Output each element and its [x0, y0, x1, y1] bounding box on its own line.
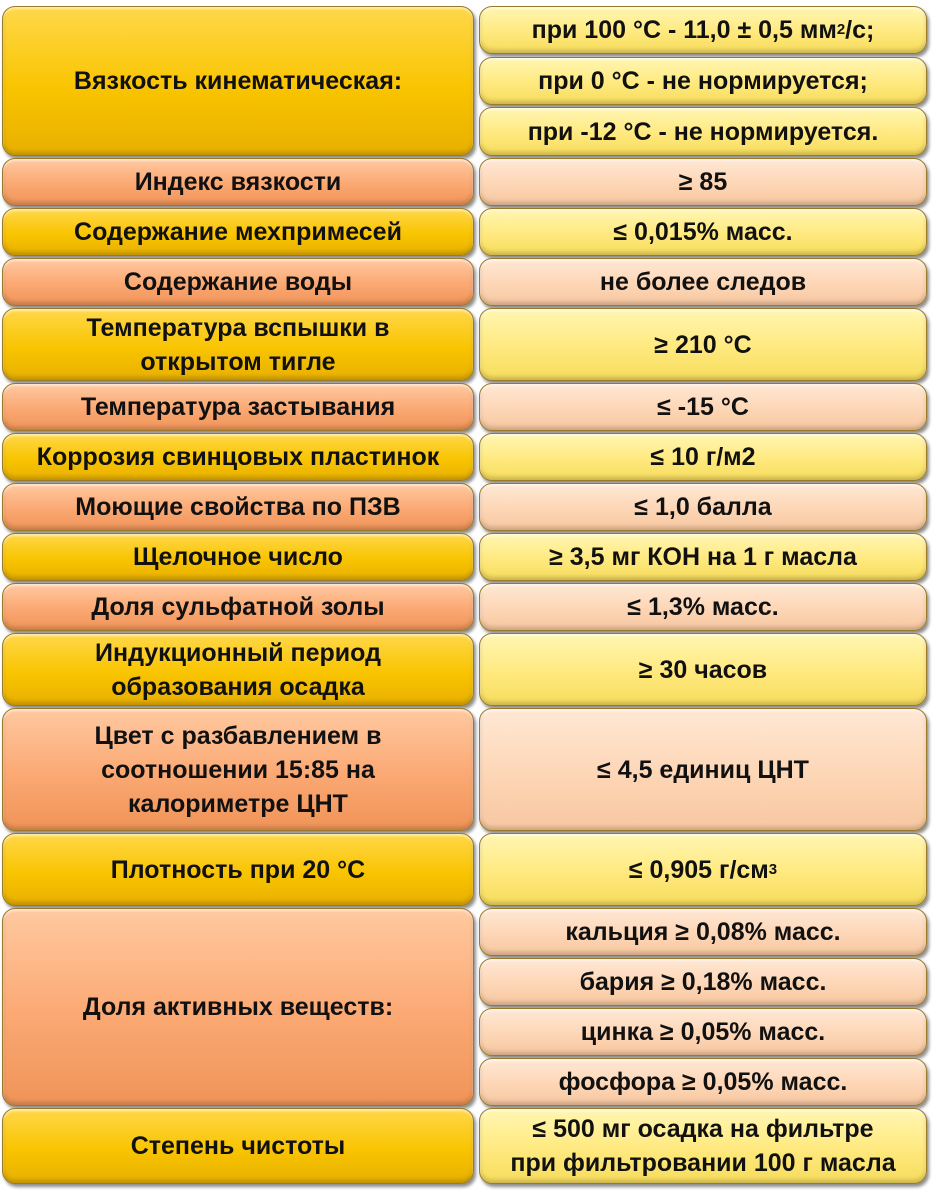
value-cell: ≥ 30 часов [479, 633, 927, 706]
value-cell: бария ≥ 0,18% масс. [479, 958, 927, 1006]
param-cell: Доля сульфатной золы [2, 583, 474, 631]
param-cell: Цвет с разбавлением в соотношении 15:85 на калориметре ЦНТ [2, 708, 474, 831]
param-cell: Вязкость кинематическая: [2, 6, 474, 156]
value-text: ≤ 0,905 г/см [628, 855, 769, 884]
param-cell: Плотность при 20 °С [2, 833, 474, 906]
value-cell: при -12 °С - не нормируется. [479, 107, 927, 156]
value-cell: ≤ 10 г/м2 [479, 433, 927, 481]
param-cell: Температура вспышки в открытом тигле [2, 308, 474, 381]
value-cell: ≤ 500 мг осадка на фильтре при фильтровании 100 г масла [479, 1108, 927, 1184]
value-cell: ≤ 4,5 единиц ЦНТ [479, 708, 927, 831]
param-cell: Щелочное число [2, 533, 474, 581]
value-cell: ≤ 0,905 г/см 3 [479, 833, 927, 906]
value-cell: ≥ 210 °С [479, 308, 927, 381]
value-text: при 100 °С - 11,0 ± 0,5 мм [531, 16, 837, 44]
value-cell: фосфора ≥ 0,05% масс. [479, 1058, 927, 1106]
value-cell: при 0 °С - не нормируется; [479, 57, 927, 105]
value-text-tail: /с; [845, 16, 875, 44]
value-cell: при 100 °С - 11,0 ± 0,5 мм 2 /с; [479, 6, 927, 54]
param-cell: Коррозия свинцовых пластинок [2, 433, 474, 481]
param-cell: Содержание мехпримесей [2, 208, 474, 256]
param-cell: Индукционный период образования осадка [2, 633, 474, 706]
param-cell: Доля активных веществ: [2, 908, 474, 1106]
value-cell: ≤ -15 °С [479, 383, 927, 431]
param-cell: Индекс вязкости [2, 158, 474, 206]
value-cell: ≤ 1,3% масс. [479, 583, 927, 631]
value-cell: ≤ 0,015% масс. [479, 208, 927, 256]
value-cell: цинка ≥ 0,05% масс. [479, 1008, 927, 1056]
value-cell: кальция ≥ 0,08% масс. [479, 908, 927, 956]
param-cell: Степень чистоты [2, 1108, 474, 1184]
value-cell: ≥ 85 [479, 158, 927, 206]
value-cell: ≥ 3,5 мг КОН на 1 г масла [479, 533, 927, 581]
value-cell: не более следов [479, 258, 927, 306]
value-cell: ≤ 1,0 балла [479, 483, 927, 531]
param-cell: Моющие свойства по ПЗВ [2, 483, 474, 531]
param-cell: Температура застывания [2, 383, 474, 431]
param-cell: Содержание воды [2, 258, 474, 306]
